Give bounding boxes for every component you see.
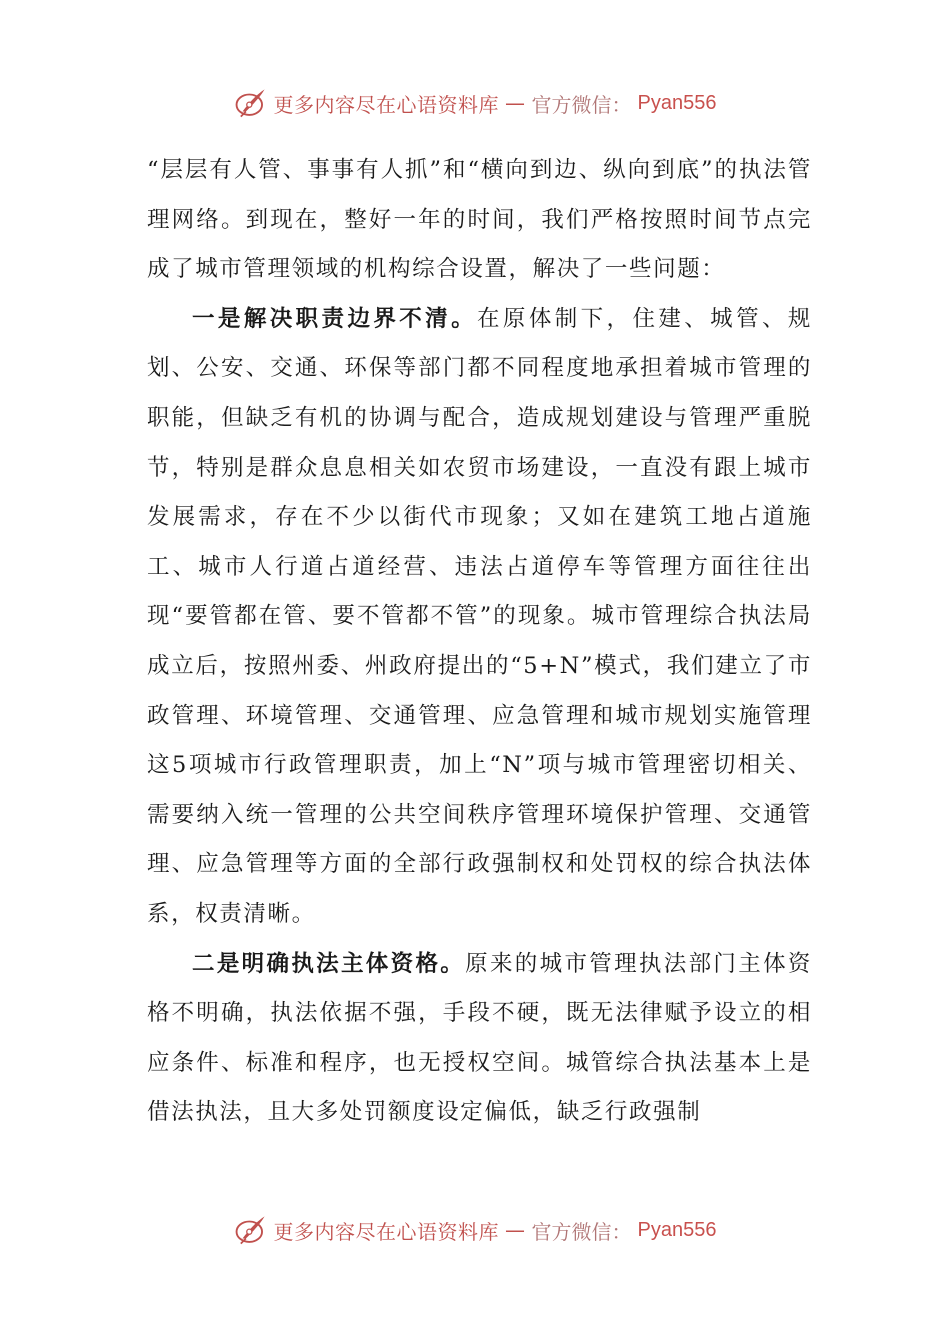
banner-wechat-id: Pyan556 <box>637 91 717 114</box>
banner-wechat-id: Pyan556 <box>637 1218 717 1241</box>
banner-separator: — <box>505 91 526 115</box>
quill-pen-logo-icon <box>234 1213 268 1247</box>
banner-wechat-label: 官方微信： <box>531 1219 632 1244</box>
paragraph-continuation <box>147 146 812 295</box>
paragraph-point-one <box>147 295 812 940</box>
quill-pen-logo-icon <box>234 86 268 120</box>
paragraph-lead: 一是解决职责边界不清。 <box>192 305 477 332</box>
footer-banner <box>0 1210 950 1250</box>
paragraph-text: 原来的城市管理执法部门主体资格不明确，执法依据不强，手段不硬，既无法律赋予设立的相应条件、标准和程序，也无授权空间。城管综合执法基本上是借法执法，且大多处罚额度设定偏低，缺乏行政强制 <box>147 950 812 1126</box>
document-body <box>147 146 812 1138</box>
paragraph-text: 在原体制下，住建、城管、规划、公安、交通、环保等部门都不同程度地承担着城市管理的职能，但缺乏有机的协调与配合，造成规划建设与管理严重脱节，特别是群众息息相关如农贸市场建设，一直没有跟上城市发展需求，存在不少以街代市现象；又如在建筑工地占道施工、城市人行道占道经营、违法占道停车等管理方面往往出现“要管都在管、要不管都不管”的现象。城市管理综合执法局成立后，按照州委、州政府提出的“5+N”模式，我们建立了市政管理、环境管理、交通管理、应急管理和城市规划实施管理这5项城市行政管理职责，加上“N”项与城市管理密切相关、需要纳入统一管理的公共空间秩序管理环境保护管理、交通管理、应急管理等方面的全部行政强制权和处罚权的综合执法体系，权责清晰。 <box>147 305 812 927</box>
paragraph-text: “层层有人管、事事有人抓”和“横向到边、纵向到底”的执法管理网络。到现在，整好一年的时间，我们严格按照时间节点完成了城市管理领域的机构综合设置，解决了一些问题： <box>147 157 812 283</box>
banner-title: 更多内容尽在心语资料库 <box>273 1219 500 1244</box>
banner-wechat-label: 官方微信： <box>531 92 632 117</box>
paragraph-point-two <box>147 940 812 1138</box>
paragraph-lead: 二是明确执法主体资格。 <box>192 950 466 977</box>
banner-separator: — <box>505 1218 526 1242</box>
banner-title: 更多内容尽在心语资料库 <box>273 92 500 117</box>
header-banner <box>0 83 950 123</box>
